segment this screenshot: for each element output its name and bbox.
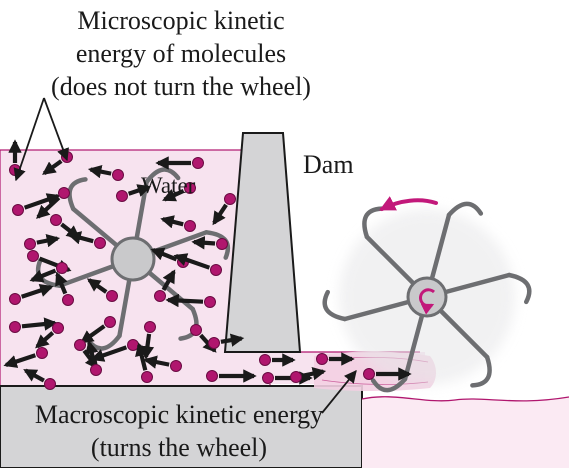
molecule (10, 322, 21, 333)
molecule (53, 323, 64, 334)
molecule (37, 348, 48, 359)
microscopic-label-line-3: (does not turn the wheel) (51, 72, 311, 101)
molecule (75, 340, 86, 351)
rotation-arrow (382, 200, 436, 209)
molecule (217, 239, 228, 250)
molecule (62, 152, 73, 163)
molecule (113, 170, 124, 181)
molecule (207, 371, 218, 382)
macroscopic-energy-label (0, 398, 358, 464)
macroscopic-label-line-2: (turns the wheel) (90, 433, 268, 462)
molecule (193, 158, 204, 169)
molecule (45, 379, 56, 390)
inner-wheel-hub (112, 238, 154, 280)
molecule (364, 369, 375, 380)
microscopic-label-line-1: Microscopic kinetic (77, 6, 285, 35)
molecule (225, 194, 236, 205)
molecule (317, 354, 328, 365)
molecule (91, 365, 102, 376)
molecule (211, 265, 222, 276)
molecule (260, 355, 271, 366)
molecule (28, 251, 39, 262)
molecule (209, 338, 220, 349)
molecule (191, 325, 202, 336)
macroscopic-label-line-1: Macroscopic kinetic energy (34, 400, 324, 429)
dam-label: Dam (303, 150, 354, 179)
molecule-velocity-arrow (194, 242, 215, 244)
molecule (155, 291, 166, 302)
molecule (107, 291, 118, 302)
molecule (142, 372, 153, 383)
molecule (105, 317, 116, 328)
molecule (263, 373, 274, 384)
molecule (59, 188, 70, 199)
molecule (145, 322, 156, 333)
downstream-water (362, 397, 569, 468)
molecule (51, 215, 62, 226)
molecule (25, 239, 36, 250)
molecule (185, 221, 196, 232)
molecule (13, 205, 24, 216)
molecule (57, 263, 68, 274)
microscopic-label-line-2: energy of molecules (75, 39, 287, 68)
molecule (117, 191, 128, 202)
molecule (95, 238, 106, 249)
molecule-velocity-arrow (168, 300, 203, 302)
molecule (63, 295, 74, 306)
microscopic-energy-label (0, 4, 362, 103)
water-label: Water (141, 173, 196, 198)
molecule (10, 294, 21, 305)
molecule (128, 340, 139, 351)
molecule (171, 361, 182, 372)
molecule (291, 372, 302, 383)
outer-wheel-hub (408, 278, 446, 316)
molecule (205, 297, 216, 308)
